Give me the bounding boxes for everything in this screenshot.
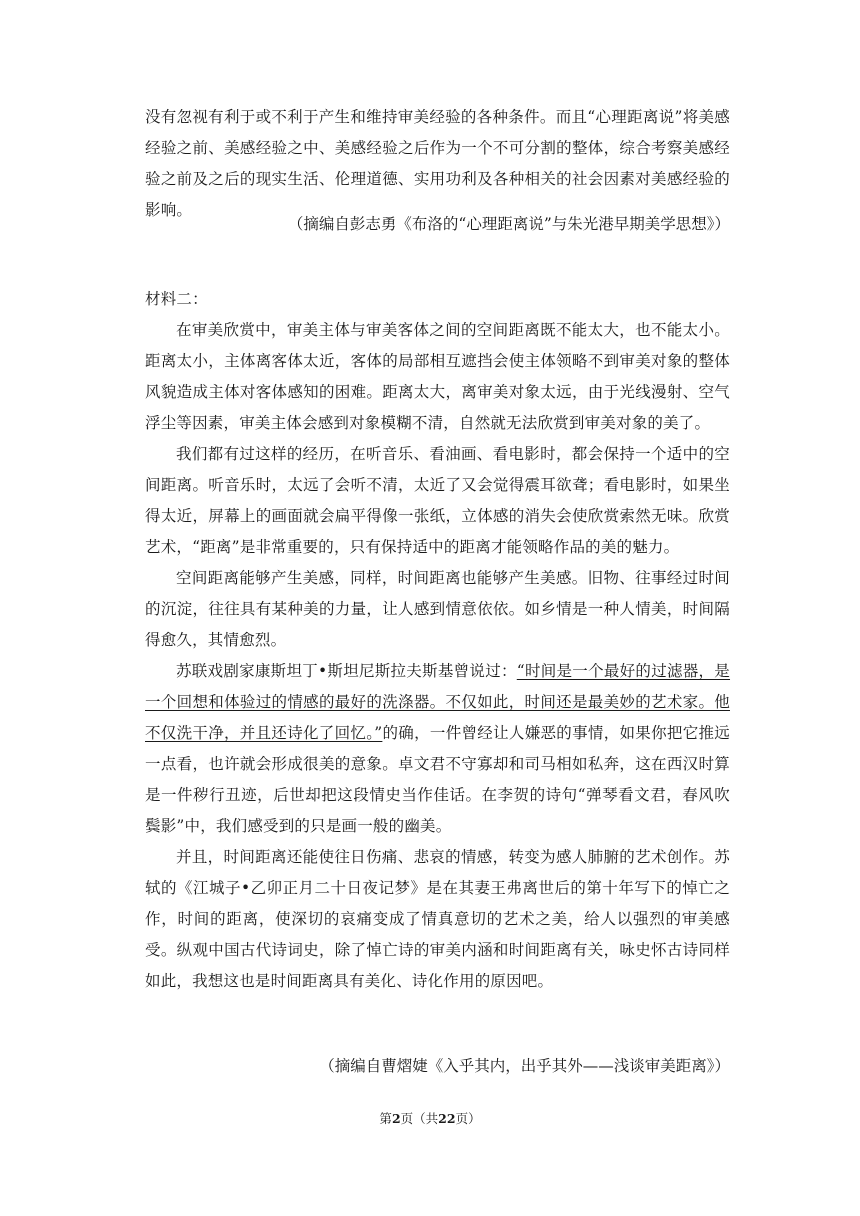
paragraph-4-rest: 的确，一件曾经让人嫌恶的事情，如果你把它推远一点看，也许就会形成很美的意象。卓文君不守寡却和司马相如私奔，这在西汉时算是一件秽行丑迹，后世却把这段情史当作佳话。在李贺的诗句“弹琴看文君，春风吹鬓影”中，我们感受到的只是画一般的幽美。 [145, 724, 730, 835]
material-1-paragraph: 没有忽视有利于或不利于产生和维持审美经验的各种条件。而且“心理距离说”将美感经验之前、美感经验之中、美感经验之后作为一个不可分割的整体，综合考察美感经验之前及之后的现实生活、伦理道德、实用功利及各种相关的社会因素对美感经验的影响。 [145, 108, 730, 219]
material-2-paragraph-1: 在审美欣赏中，审美主体与审美客体之间的空间距离既不能太大，也不能太小。距离太小，主体离客体太近，客体的局部相互遮挡会使主体领略不到审美对象的整体风貌造成主体对客体感知的困难。距离太大，离审美对象太远，由于光线漫射、空气浮尘等因素，审美主体会感到对象模糊不清，自然就无法欣赏到审美对象的美了。 [145, 321, 730, 432]
material-2-source: （摘编自曹熠婕《入乎其内，出乎其外——浅谈审美距离》） [319, 1057, 730, 1075]
material-2-paragraph-5: 并且，时间距离还能使往日伤痛、悲哀的情感，转变为感人肺腑的艺术创作。苏轼的《江城子•乙卯正月二十日夜记梦》是在其妻王弗离世后的第十年写下的悼亡之作，时间的距离，使深切的哀痛变成了情真意切的艺术之美，给人以强烈的审美感受。纵观中国古代诗词史，除了悼亡诗的审美内涵和时间距离有关，咏史怀古诗同样如此，我想这也是时间距离具有美化、诗化作用的原因吧。 [145, 848, 730, 990]
underlined-quote: “时间是一个最好的过滤器，是一个回想和体验过的情感的最好的洗涤器。不仅如此，时间还是最美妙的艺术家。他不仅洗干净，并且还诗化了回忆。” [145, 662, 731, 742]
material-2-paragraph-4 [145, 656, 730, 842]
material-2-paragraph-2: 我们都有过这样的经历，在听音乐、看油画、看电影时，都会保持一个适中的空间距离。听音乐时，太远了会听不清，太近了又会觉得震耳欲聋；看电影时，如果坐得太近，屏幕上的画面就会扁平得像一张纸，立体感的消失会使欣赏索然无味。欣赏艺术，“距离”是非常重要的，只有保持适中的距离才能领略作品的美的魅力。 [145, 445, 730, 556]
footer-middle: 页（共 [400, 1111, 439, 1126]
material-2-paragraph-3: 空间距离能够产生美感，同样，时间距离也能够产生美感。旧物、往事经过时间的沉淀，往往具有某种美的力量，让人感到情意依依。如乡情是一种人情美，时间隔得愈久，其情愈烈。 [145, 569, 730, 649]
footer-prefix: 第 [379, 1111, 392, 1126]
material-1-source: （摘编自彭志勇《布洛的“心理距离说”与朱光港早期美学思想》） [287, 215, 730, 233]
paragraph-4-lead: 苏联戏剧家康斯坦丁•斯坦尼斯拉夫斯基曾说过： [176, 662, 517, 680]
material-1-continuation [145, 102, 730, 226]
material-2 [145, 284, 730, 997]
material-2-label: 材料二： [145, 290, 208, 308]
footer-page-number: 2 [391, 1111, 401, 1126]
footer-total-pages: 22 [438, 1111, 456, 1126]
page-footer [0, 1109, 860, 1129]
footer-suffix: 页） [455, 1111, 481, 1126]
